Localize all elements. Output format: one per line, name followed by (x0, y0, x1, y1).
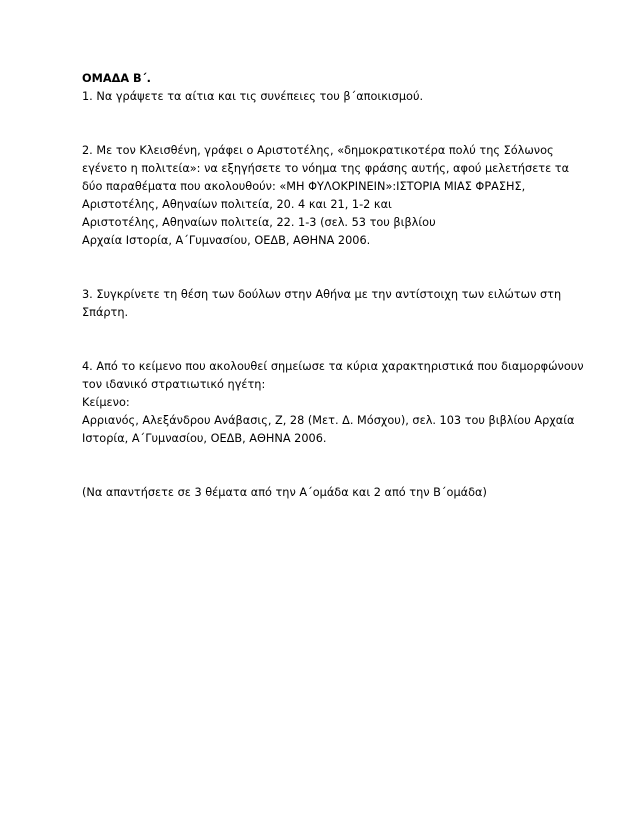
question-3-line: 3. Συγκρίνετε τη θέση των δούλων στην Αθήνα με την αντίστοιχη των ειλώτων στη (82, 288, 562, 301)
question-4-line: Αρριανός, Αλεξάνδρου Ανάβασις, Ζ, 28 (Μετ. Δ. Μόσχου), σελ. 103 του βιβλίου Αρχαία (82, 414, 575, 427)
spacer (82, 124, 582, 142)
question-2 (82, 142, 582, 250)
spacer (82, 250, 582, 268)
question-2-line: δύο παραθέματα που ακολουθούν: «ΜΗ ΦΥΛΟΚΡΙΝΕΙΝ»:ΙΣΤΟΡΙΑ ΜΙΑΣ ΦΡΑΣΗΣ, (82, 180, 526, 193)
spacer (82, 106, 582, 124)
question-2-line: Αριστοτέλης, Αθηναίων πολιτεία, 22. 1-3 (σελ. 53 του βιβλίου (82, 216, 436, 229)
question-2-line: Αριστοτέλης, Αθηναίων πολιτεία, 20. 4 και 21, 1-2 και (82, 198, 392, 211)
spacer (82, 268, 582, 286)
question-4-line: Κείμενο: (82, 396, 130, 409)
question-1 (82, 88, 582, 106)
question-1-line: 1. Να γράψετε τα αίτια και τις συνέπειες του β΄αποικισμού. (82, 90, 424, 103)
question-3-line: Σπάρτη. (82, 306, 129, 319)
question-4-line: τον ιδανικό στρατιωτικό ηγέτη: (82, 378, 266, 391)
spacer (82, 466, 582, 484)
group-heading: ΟΜΑΔΑ Β΄. (82, 72, 151, 85)
spacer (82, 448, 582, 466)
question-2-line: εγένετο η πολιτεία»: να εξηγήσετε το νόημα της φράσης αυτής, αφού μελετήσετε τα (82, 162, 570, 175)
spacer (82, 340, 582, 358)
question-4-line: Ιστορία, Α΄Γυμνασίου, ΟΕΔΒ, ΑΘΗΝΑ 2006. (82, 432, 327, 445)
question-4-line: 4. Από το κείμενο που ακολουθεί σημείωσε τα κύρια χαρακτηριστικά που διαμορφώνουν (82, 360, 584, 373)
question-4 (82, 358, 582, 448)
question-2-line: 2. Με τον Κλεισθένη, γράφει ο Αριστοτέλης, «δημοκρατικοτέρα πολύ της Σόλωνος (82, 144, 554, 157)
answer-instructions-line: (Να απαντήσετε σε 3 θέματα από την Α΄ομάδα και 2 από την Β΄ομάδα) (82, 486, 487, 499)
spacer (82, 322, 582, 340)
answer-instructions (82, 484, 582, 502)
question-2-line: Αρχαία Ιστορία, Α΄Γυμνασίου, ΟΕΔΒ, ΑΘΗΝΑ 2006. (82, 234, 371, 247)
document-content (82, 70, 582, 502)
question-3 (82, 286, 582, 322)
